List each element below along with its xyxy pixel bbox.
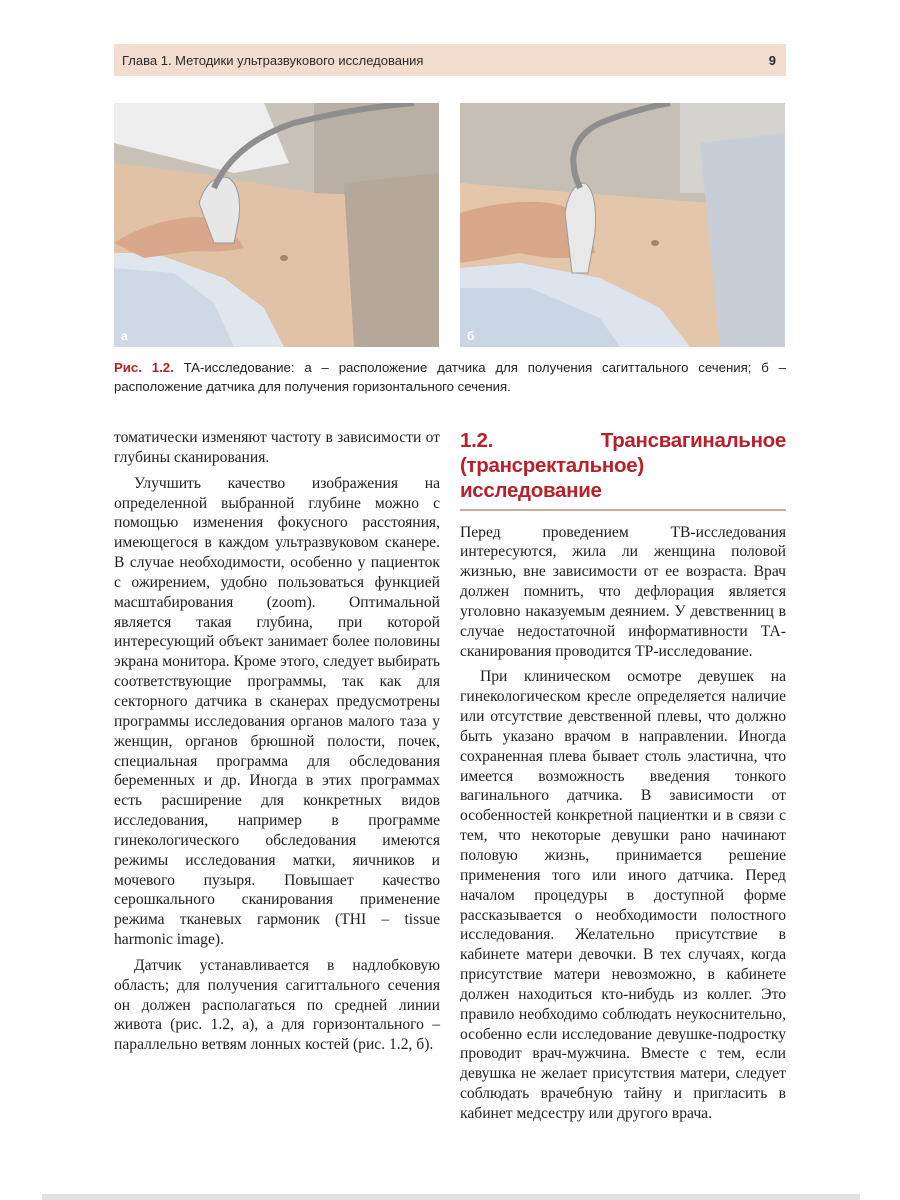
- figure-caption-lead: Рис. 1.2.: [114, 360, 174, 375]
- page-number: 9: [768, 52, 776, 68]
- running-header: [114, 44, 786, 76]
- body-paragraph: Перед проведением ТВ-исследования интересуются, жила ли женщина половой жизнью, вне зависимости от ее возраста. Врач должен помнить, что дефлорация является уголовно наказуемым деянием. У девственниц в случае недостаточной информативности ТА-сканирования проводится ТР-исследование.: [460, 523, 786, 660]
- ultrasound-photo-horizontal: [460, 103, 785, 347]
- photo-b-label: б: [467, 329, 475, 343]
- chapter-title: Глава 1. Методики ультразвукового исследования: [122, 52, 424, 68]
- right-column: [460, 428, 786, 1124]
- body-paragraph: Датчик устанавливается в надлобковую область; для получения сагиттального сечения он должен располагаться по средней линии живота (рис. 1.2, а), а для горизонтального – параллельно ветвям лонных костей (рис. 1.2, б).: [114, 956, 440, 1054]
- bottom-scroll-bar: [42, 1194, 860, 1200]
- left-column: [114, 428, 440, 1055]
- body-paragraph: При клиническом осмотре девушек на гинекологическом кресле определяется наличие или отсутствие девственной плевы, что должно быть указано врачом в направлении. Иногда сохраненная плева бывает столь эластична, что имеется возможность введения тонкого вагинального датчика. В зависимости от особенностей конкретной пациентки и в связи с тем, что некоторые девушки рано начинают половую жизнь, принимается решение применения того или иного датчика. Перед началом процедуры в доступной форме рассказывается о необходимости полостного исследования. Желательно присутствие в кабинете матери девочки. В тех случаях, когда присутствие матери невозможно, в кабинете должен находиться кто-нибудь из коллег. Это правило необходимо соблюдать неукоснительно, особенно если исследование девушке-подростку проводит врач-мужчина. Вместе с тем, если девушка не желает присутствия матери, следует соблюдать врачебную тайну и пригласить в кабинет медсестру или другого врача.: [460, 668, 786, 1122]
- figure-photo-b: [460, 103, 785, 347]
- section-divider: [460, 509, 786, 511]
- ultrasound-photo-sagittal: [114, 103, 439, 347]
- photo-a-label: а: [121, 329, 128, 343]
- body-paragraph: томатически изменяют частоту в зависимости от глубины сканирования.: [114, 429, 440, 466]
- section-title: 1.2. Трансвагинальное (трансректальное) исследование: [460, 429, 786, 502]
- figure-caption: [114, 358, 786, 396]
- body-paragraph: Улучшить качество изображения на определенной выбранной глубине можно с помощью изменения фокусного расстояния, имеющегося в каждом ультразвуковом сканере. В случае необходимости, особенно у пациенток с ожирением, удобно пользоваться функцией масштабирования (zoom). Оптимальной является такая глубина, при которой интересующий объект занимает более половины экрана монитора. Кроме этого, следует выбирать соответствующие программы, так как для секторного датчика в сканерах предусмотрены программы исследования органов малого таза у женщин, органов брюшной полости, почек, специальная программа для обследования беременных и др. Иногда в этих программах есть расширение для конкретных видов исследования, например в программе гинекологического обследования имеются режимы исследования матки, яичников и мочевого пузыря. Повышает качество серошкального сканирования применение режима тканевых гармоник (THI – tissue harmonic image).: [114, 474, 440, 949]
- figure-photo-a: [114, 103, 439, 347]
- figure-caption-text: ТА-исследование: а – расположение датчика для получения сагиттального сечения; б – расположение датчика для получения горизонтального сечения.: [114, 360, 786, 394]
